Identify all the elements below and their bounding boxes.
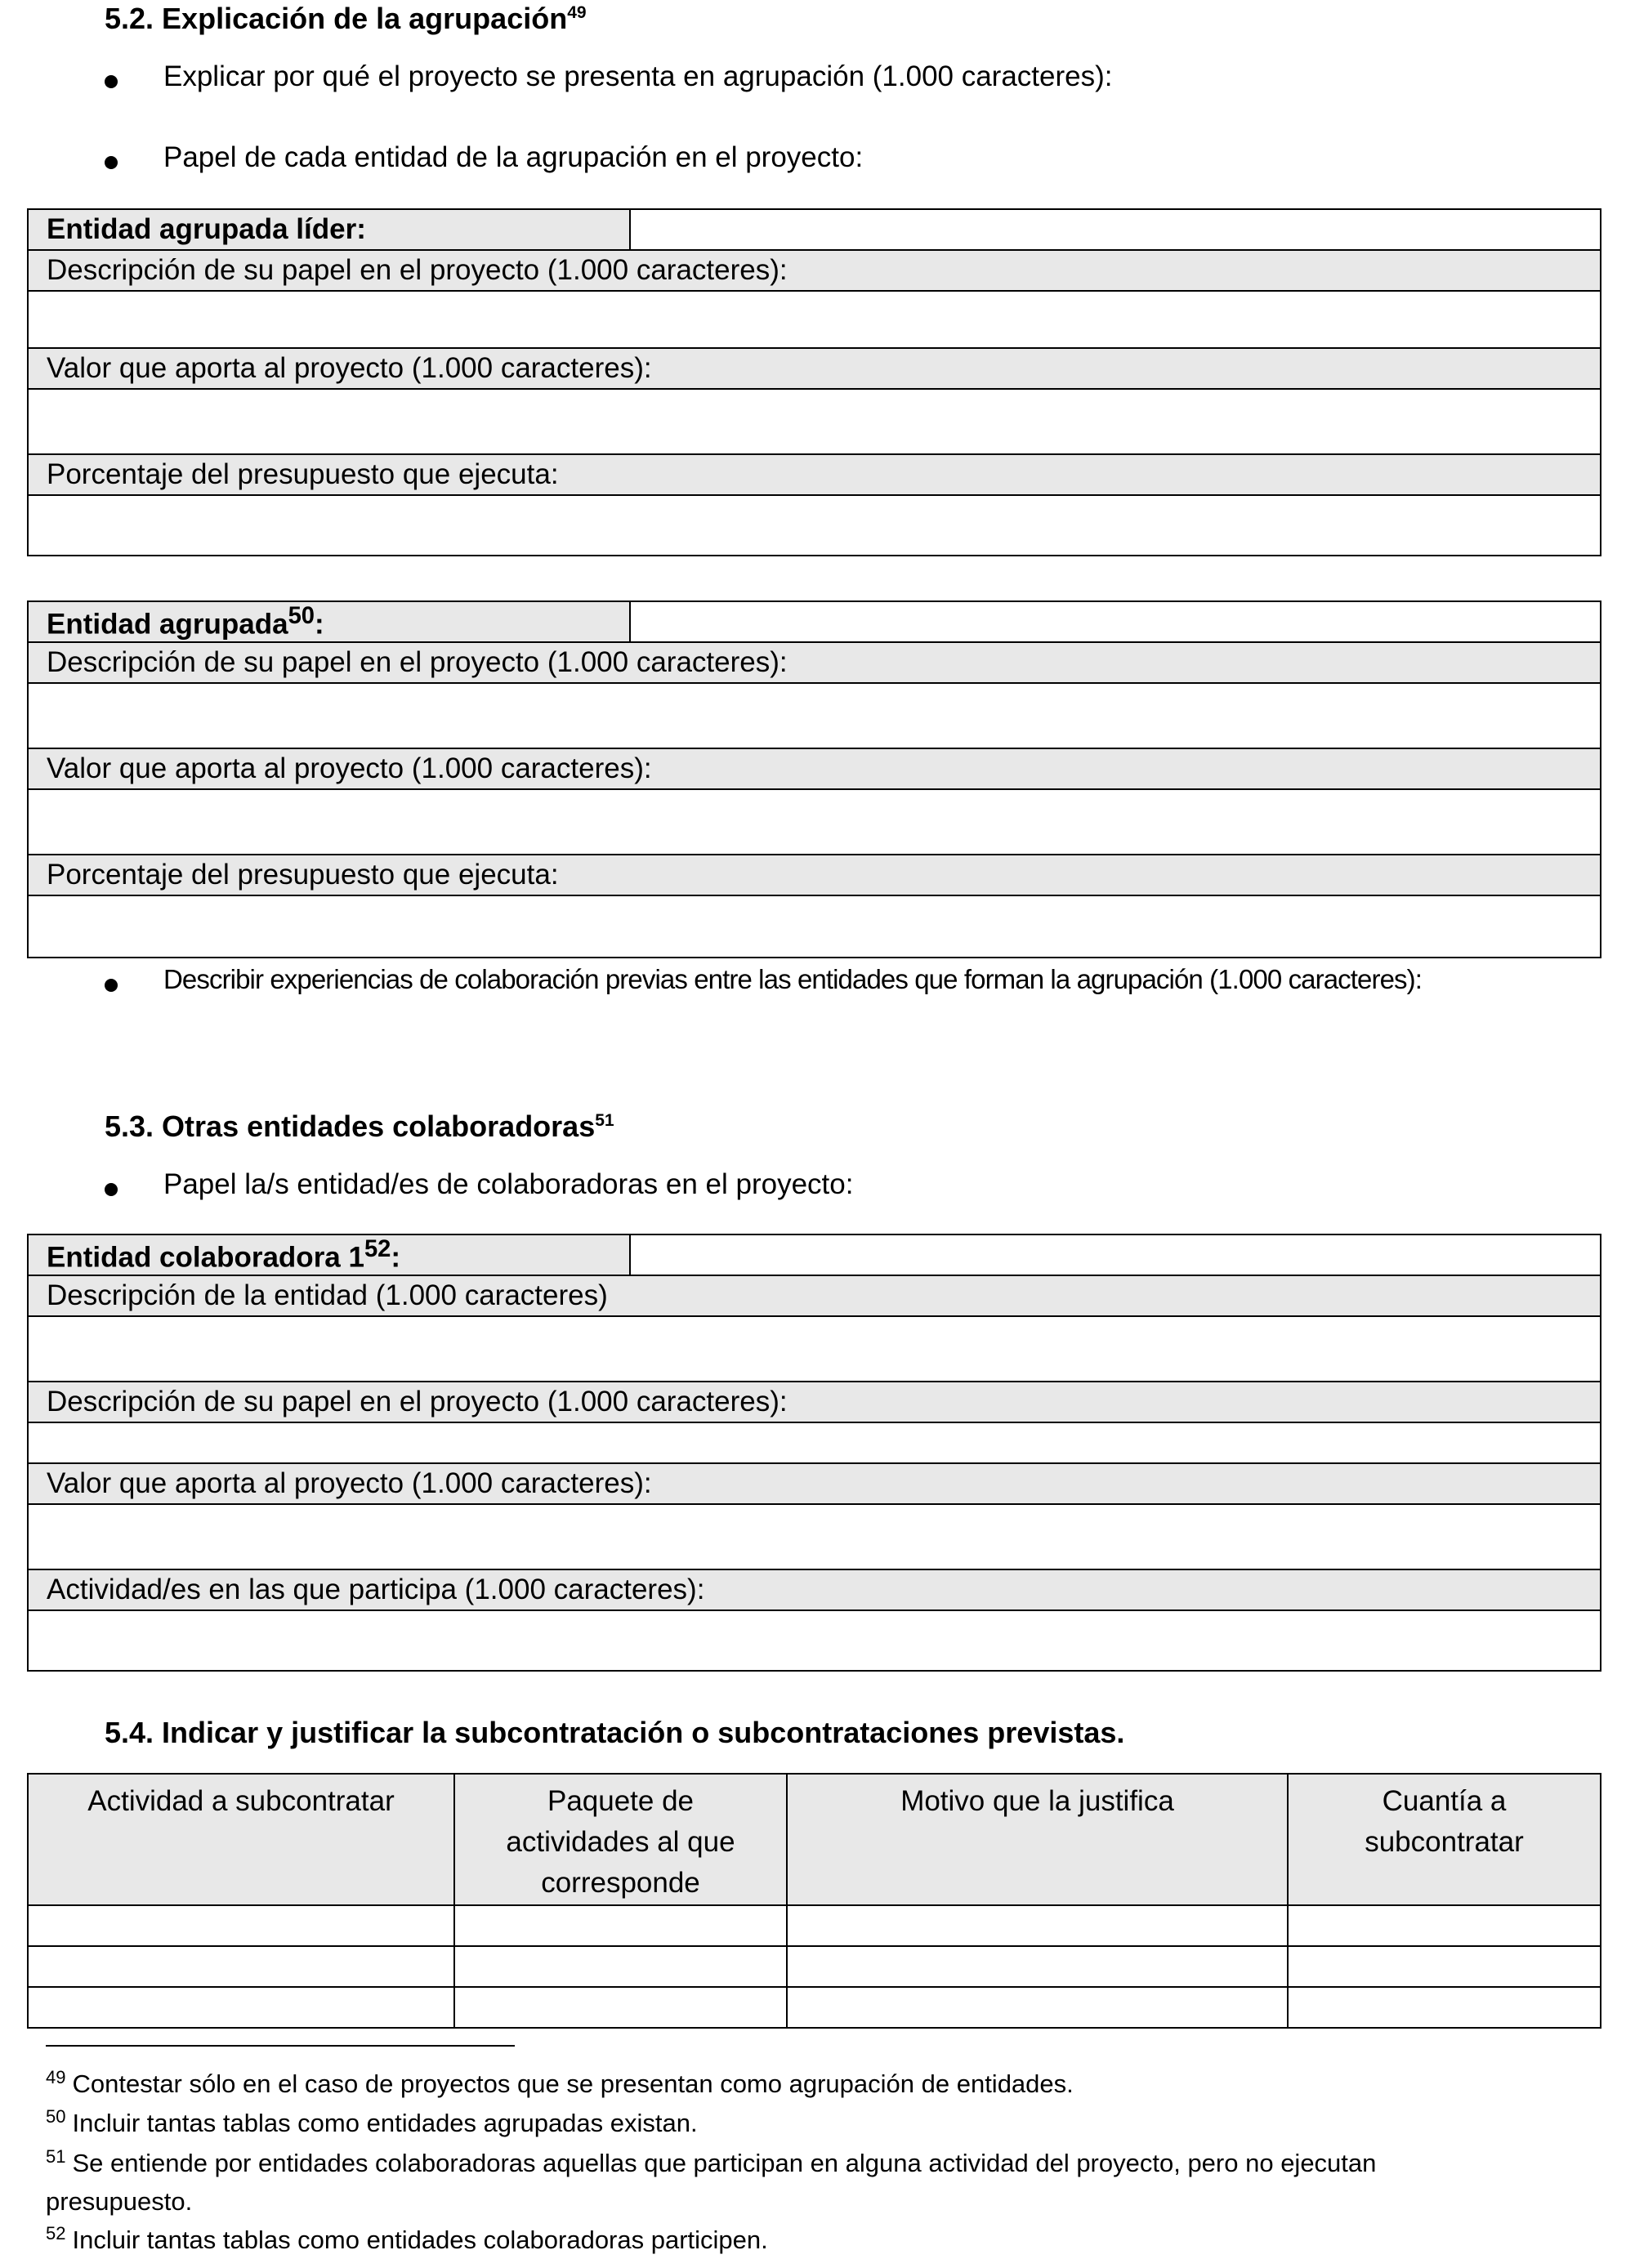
title-text: Entidad agrupada (47, 608, 288, 641)
table-row (28, 748, 1601, 789)
table-row (28, 601, 1601, 642)
bullet-icon (105, 75, 118, 88)
footnote-number: 49 (46, 2066, 66, 2087)
header-line: Cuantía a (1382, 1785, 1507, 1817)
section-5-2-heading (105, 2, 587, 36)
entity-title-label: Entidad agrupada líder: (28, 209, 630, 250)
table-row (28, 1569, 1601, 1610)
heading-text: 5.2. Explicación de la agrupación (105, 2, 568, 35)
table-row (28, 1504, 1601, 1569)
title-text: Entidad colaboradora 1 (47, 1241, 364, 1274)
table-cell[interactable] (28, 1905, 454, 1946)
header-line: Actividad a subcontratar (87, 1785, 395, 1817)
collaborating-entity-table (27, 1234, 1601, 1672)
bullet-text: Explicar por qué el proyecto se presenta en agrupación (1.000 caracteres): (163, 60, 1113, 92)
footnote-text: Contestar sólo en el caso de proyectos que se presentan como agrupación de entidades. (72, 2069, 1074, 2098)
table-row (28, 389, 1601, 454)
role-description-label: Descripción de su papel en el proyecto (1.000 caracteres): (28, 642, 1601, 683)
footnote-ref: 51 (595, 1111, 614, 1130)
budget-percentage-label: Porcentaje del presupuesto que ejecuta: (28, 855, 1601, 895)
table-cell[interactable] (454, 1987, 787, 2028)
budget-percentage-label: Porcentaje del presupuesto que ejecuta: (28, 454, 1601, 495)
footnote-text: Se entiende por entidades colaboradoras aquellas que participan en alguna actividad del proyecto, pero no ejecutan (72, 2149, 1377, 2177)
value-field[interactable] (28, 389, 1601, 454)
table-cell[interactable] (28, 1946, 454, 1987)
table-row (28, 1275, 1601, 1316)
footnote-separator (46, 2045, 515, 2047)
table-cell[interactable] (1288, 1987, 1601, 2028)
column-header-reason (787, 1774, 1288, 1905)
bullet-text: Papel la/s entidad/es de colaboradoras en el proyecto: (163, 1168, 854, 1200)
table-cell[interactable] (1288, 1905, 1601, 1946)
table-row (28, 1987, 1601, 2028)
role-description-field[interactable] (28, 1422, 1601, 1463)
bullet-item (0, 964, 1626, 1005)
table-row (28, 291, 1601, 348)
title-suffix: : (315, 608, 324, 641)
table-cell[interactable] (454, 1946, 787, 1987)
table-row (28, 895, 1601, 958)
value-label: Valor que aporta al proyecto (1.000 caracteres): (28, 1463, 1601, 1504)
entity-description-label: Descripción de la entidad (1.000 caracteres) (28, 1275, 1601, 1316)
header-line: Paquete de (547, 1785, 695, 1817)
role-description-label: Descripción de su papel en el proyecto (1.000 caracteres): (28, 250, 1601, 291)
footnote-52 (46, 2222, 768, 2255)
heading-text: 5.3. Otras entidades colaboradoras (105, 1109, 596, 1143)
budget-percentage-field[interactable] (28, 895, 1601, 958)
footnote-text: Incluir tantas tablas como entidades agrupadas existan. (72, 2109, 698, 2137)
bullet-item (0, 1168, 1626, 1209)
entity-description-field[interactable] (28, 1316, 1601, 1382)
table-row (28, 1905, 1601, 1946)
table-cell[interactable] (28, 1987, 454, 2028)
footnote-ref: 49 (567, 3, 587, 22)
table-cell[interactable] (787, 1905, 1288, 1946)
header-line: corresponde (541, 1867, 700, 1899)
table-row (28, 250, 1601, 291)
table-cell[interactable] (454, 1905, 787, 1946)
bullet-text: Papel de cada entidad de la agrupación en el proyecto: (163, 141, 864, 173)
table-row (28, 495, 1601, 556)
role-description-field[interactable] (28, 683, 1601, 748)
value-field[interactable] (28, 1504, 1601, 1569)
table-row (28, 855, 1601, 895)
table-row (28, 1610, 1601, 1671)
footnote-ref: 50 (288, 602, 315, 629)
footnote-51-continuation (46, 2187, 192, 2217)
table-cell[interactable] (787, 1987, 1288, 2028)
entity-title-label (28, 601, 630, 642)
table-row (28, 1463, 1601, 1504)
column-header-amount (1288, 1774, 1601, 1905)
bullet-icon (105, 1183, 118, 1196)
table-row (28, 1422, 1601, 1463)
footnote-text: presupuesto. (46, 2187, 193, 2216)
table-cell[interactable] (1288, 1946, 1601, 1987)
activities-field[interactable] (28, 1610, 1601, 1671)
header-line: Motivo que la justifica (900, 1785, 1174, 1817)
footnote-text: Incluir tantas tablas como entidades colaboradoras participen. (72, 2226, 768, 2254)
subcontracting-table (27, 1773, 1601, 2029)
table-row (28, 1946, 1601, 1987)
member-entity-table (27, 600, 1601, 958)
footnote-ref: 52 (364, 1235, 391, 1262)
table-header-row (28, 1774, 1601, 1905)
footnote-51 (46, 2145, 1377, 2178)
table-row (28, 789, 1601, 855)
table-cell[interactable] (787, 1946, 1288, 1987)
title-suffix: : (391, 1241, 401, 1274)
entity-name-field[interactable] (630, 1234, 1601, 1275)
bullet-text: Describir experiencias de colaboración previas entre las entidades que forman la agrupación (1.000 caracteres): (163, 964, 1422, 994)
budget-percentage-field[interactable] (28, 495, 1601, 556)
bullet-icon (105, 156, 118, 169)
value-label: Valor que aporta al proyecto (1.000 caracteres): (28, 348, 1601, 389)
table-row (28, 1234, 1601, 1275)
section-5-4-heading: 5.4. Indicar y justificar la subcontratación o subcontrataciones previstas. (105, 1716, 1125, 1749)
entity-name-field[interactable] (630, 209, 1601, 250)
footnote-number: 52 (46, 2222, 66, 2243)
table-row (28, 642, 1601, 683)
activities-label: Actividad/es en las que participa (1.000 caracteres): (28, 1569, 1601, 1610)
entity-name-field[interactable] (630, 601, 1601, 642)
table-row (28, 1382, 1601, 1422)
table-row (28, 683, 1601, 748)
value-field[interactable] (28, 789, 1601, 855)
header-line: actividades al que (506, 1826, 735, 1858)
bullet-icon (105, 979, 118, 992)
bullet-item (0, 60, 1626, 101)
lead-entity-table (27, 208, 1601, 556)
header-line: subcontratar (1365, 1826, 1524, 1858)
footnote-number: 50 (46, 2105, 66, 2127)
column-header-activity (28, 1774, 454, 1905)
footnote-number: 51 (46, 2145, 66, 2167)
section-5-3-heading (105, 1109, 614, 1144)
column-header-package (454, 1774, 787, 1905)
footnote-50 (46, 2105, 698, 2138)
table-row (28, 209, 1601, 250)
table-row (28, 1316, 1601, 1382)
bullet-item (0, 141, 1626, 182)
role-description-label: Descripción de su papel en el proyecto (1.000 caracteres): (28, 1382, 1601, 1422)
entity-title-label (28, 1234, 630, 1275)
table-row (28, 348, 1601, 389)
footnote-49 (46, 2066, 1074, 2099)
value-label: Valor que aporta al proyecto (1.000 caracteres): (28, 748, 1601, 789)
role-description-field[interactable] (28, 291, 1601, 348)
table-row (28, 454, 1601, 495)
